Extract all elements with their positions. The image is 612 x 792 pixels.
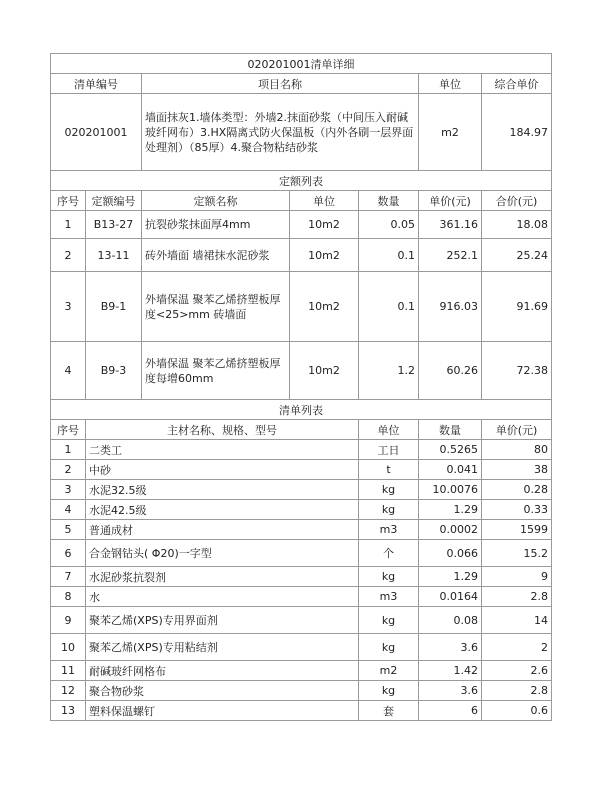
material-seq: 9 (51, 607, 86, 634)
material-qty: 0.066 (419, 540, 482, 567)
quota-name-header: 定额名称 (142, 191, 290, 211)
material-price: 38 (482, 460, 552, 480)
quota-row (51, 342, 552, 400)
material-price-header: 单价(元) (482, 420, 552, 440)
material-row (51, 500, 552, 520)
material-seq-header: 序号 (51, 420, 86, 440)
material-qty-header: 数量 (419, 420, 482, 440)
bill-unit: m2 (419, 94, 482, 171)
material-name: 水泥42.5级 (86, 500, 359, 520)
quota-unit-header: 单位 (290, 191, 359, 211)
material-name: 塑料保温螺钉 (86, 701, 359, 721)
material-unit: kg (359, 480, 419, 500)
material-row (51, 634, 552, 661)
material-row (51, 520, 552, 540)
quota-seq: 2 (51, 239, 86, 272)
bill-detail-table (50, 53, 552, 721)
material-unit: 个 (359, 540, 419, 567)
material-row (51, 701, 552, 721)
material-name: 二类工 (86, 440, 359, 460)
quota-code: 13-11 (86, 239, 142, 272)
material-name-header: 主材名称、规格、型号 (86, 420, 359, 440)
material-unit: 工日 (359, 440, 419, 460)
material-seq: 1 (51, 440, 86, 460)
material-name: 合金钢钻头( Φ20)一字型 (86, 540, 359, 567)
material-unit: kg (359, 607, 419, 634)
quota-unit: 10m2 (290, 211, 359, 239)
material-price: 0.28 (482, 480, 552, 500)
material-seq: 5 (51, 520, 86, 540)
quota-code: B9-1 (86, 272, 142, 342)
bill-unit-header: 单位 (419, 74, 482, 94)
material-unit: kg (359, 634, 419, 661)
quota-seq: 1 (51, 211, 86, 239)
quota-unit: 10m2 (290, 239, 359, 272)
material-row (51, 607, 552, 634)
material-qty: 0.5265 (419, 440, 482, 460)
material-price: 0.33 (482, 500, 552, 520)
materials-section-title: 清单列表 (51, 400, 552, 420)
material-unit-header: 单位 (359, 420, 419, 440)
material-qty: 3.6 (419, 681, 482, 701)
quota-seq: 4 (51, 342, 86, 400)
material-seq: 7 (51, 567, 86, 587)
material-unit: kg (359, 681, 419, 701)
quota-qty: 0.1 (359, 272, 419, 342)
material-row (51, 460, 552, 480)
material-qty: 10.0076 (419, 480, 482, 500)
material-unit: m3 (359, 587, 419, 607)
material-seq: 4 (51, 500, 86, 520)
material-qty: 3.6 (419, 634, 482, 661)
quota-qty: 0.05 (359, 211, 419, 239)
quota-total: 91.69 (482, 272, 552, 342)
material-price: 9 (482, 567, 552, 587)
material-seq: 13 (51, 701, 86, 721)
quota-seq: 3 (51, 272, 86, 342)
material-seq: 10 (51, 634, 86, 661)
material-qty: 6 (419, 701, 482, 721)
bill-price-header: 综合单价 (482, 74, 552, 94)
material-qty: 0.0164 (419, 587, 482, 607)
material-qty: 1.29 (419, 567, 482, 587)
material-row (51, 440, 552, 460)
material-price: 2.8 (482, 587, 552, 607)
material-price: 2.8 (482, 681, 552, 701)
material-name: 普通成材 (86, 520, 359, 540)
bill-name: 墙面抹灰1.墙体类型：外墙2.抹面砂浆（中间压入耐碱玻纤网布）3.HX隔离式防火保温板（内外各刷一层界面处理剂）（85厚）4.聚合物粘结砂浆 (142, 94, 419, 171)
bill-code-header: 清单编号 (51, 74, 142, 94)
material-price: 0.6 (482, 701, 552, 721)
material-qty: 0.041 (419, 460, 482, 480)
bill-price: 184.97 (482, 94, 552, 171)
material-name: 水 (86, 587, 359, 607)
quota-total: 25.24 (482, 239, 552, 272)
quota-row (51, 239, 552, 272)
material-unit: kg (359, 567, 419, 587)
material-price: 1599 (482, 520, 552, 540)
material-row (51, 587, 552, 607)
material-row (51, 681, 552, 701)
material-seq: 3 (51, 480, 86, 500)
quota-qty: 1.2 (359, 342, 419, 400)
material-name: 耐碱玻纤网格布 (86, 661, 359, 681)
material-price: 80 (482, 440, 552, 460)
material-qty: 0.08 (419, 607, 482, 634)
quota-name: 外墙保温 聚苯乙烯挤塑板厚度<25>mm 砖墙面 (142, 272, 290, 342)
quota-unit: 10m2 (290, 272, 359, 342)
material-price: 2 (482, 634, 552, 661)
quota-code: B9-3 (86, 342, 142, 400)
quota-code-header: 定额编号 (86, 191, 142, 211)
material-row (51, 540, 552, 567)
quota-unit: 10m2 (290, 342, 359, 400)
quota-row (51, 272, 552, 342)
bill-code: 020201001 (51, 94, 142, 171)
quota-total: 72.38 (482, 342, 552, 400)
quota-name: 砖外墙面 墙裙抹水泥砂浆 (142, 239, 290, 272)
quota-price: 60.26 (419, 342, 482, 400)
material-unit: kg (359, 500, 419, 520)
quota-price-header: 单价(元) (419, 191, 482, 211)
material-price: 2.6 (482, 661, 552, 681)
quota-qty: 0.1 (359, 239, 419, 272)
bill-name-header: 项目名称 (142, 74, 419, 94)
quota-qty-header: 数量 (359, 191, 419, 211)
material-row (51, 567, 552, 587)
material-seq: 12 (51, 681, 86, 701)
material-name: 聚合物砂浆 (86, 681, 359, 701)
quota-section-title: 定额列表 (51, 171, 552, 191)
material-row (51, 480, 552, 500)
material-unit: t (359, 460, 419, 480)
material-name: 聚苯乙烯(XPS)专用界面剂 (86, 607, 359, 634)
material-unit: 套 (359, 701, 419, 721)
material-seq: 6 (51, 540, 86, 567)
material-name: 水泥砂浆抗裂剂 (86, 567, 359, 587)
material-unit: m3 (359, 520, 419, 540)
material-seq: 2 (51, 460, 86, 480)
material-qty: 1.29 (419, 500, 482, 520)
quota-price: 252.1 (419, 239, 482, 272)
quota-price: 361.16 (419, 211, 482, 239)
quota-total-header: 合价(元) (482, 191, 552, 211)
material-qty: 0.0002 (419, 520, 482, 540)
material-unit: m2 (359, 661, 419, 681)
material-name: 水泥32.5级 (86, 480, 359, 500)
table-title: 020201001清单详细 (51, 54, 552, 74)
material-qty: 1.42 (419, 661, 482, 681)
quota-name: 外墙保温 聚苯乙烯挤塑板厚度每增60mm (142, 342, 290, 400)
quota-row (51, 211, 552, 239)
material-row (51, 661, 552, 681)
material-name: 聚苯乙烯(XPS)专用粘结剂 (86, 634, 359, 661)
quota-price: 916.03 (419, 272, 482, 342)
quota-name: 抗裂砂浆抹面厚4mm (142, 211, 290, 239)
quota-code: B13-27 (86, 211, 142, 239)
material-name: 中砂 (86, 460, 359, 480)
quota-total: 18.08 (482, 211, 552, 239)
material-seq: 8 (51, 587, 86, 607)
material-price: 15.2 (482, 540, 552, 567)
material-seq: 11 (51, 661, 86, 681)
material-price: 14 (482, 607, 552, 634)
quota-seq-header: 序号 (51, 191, 86, 211)
